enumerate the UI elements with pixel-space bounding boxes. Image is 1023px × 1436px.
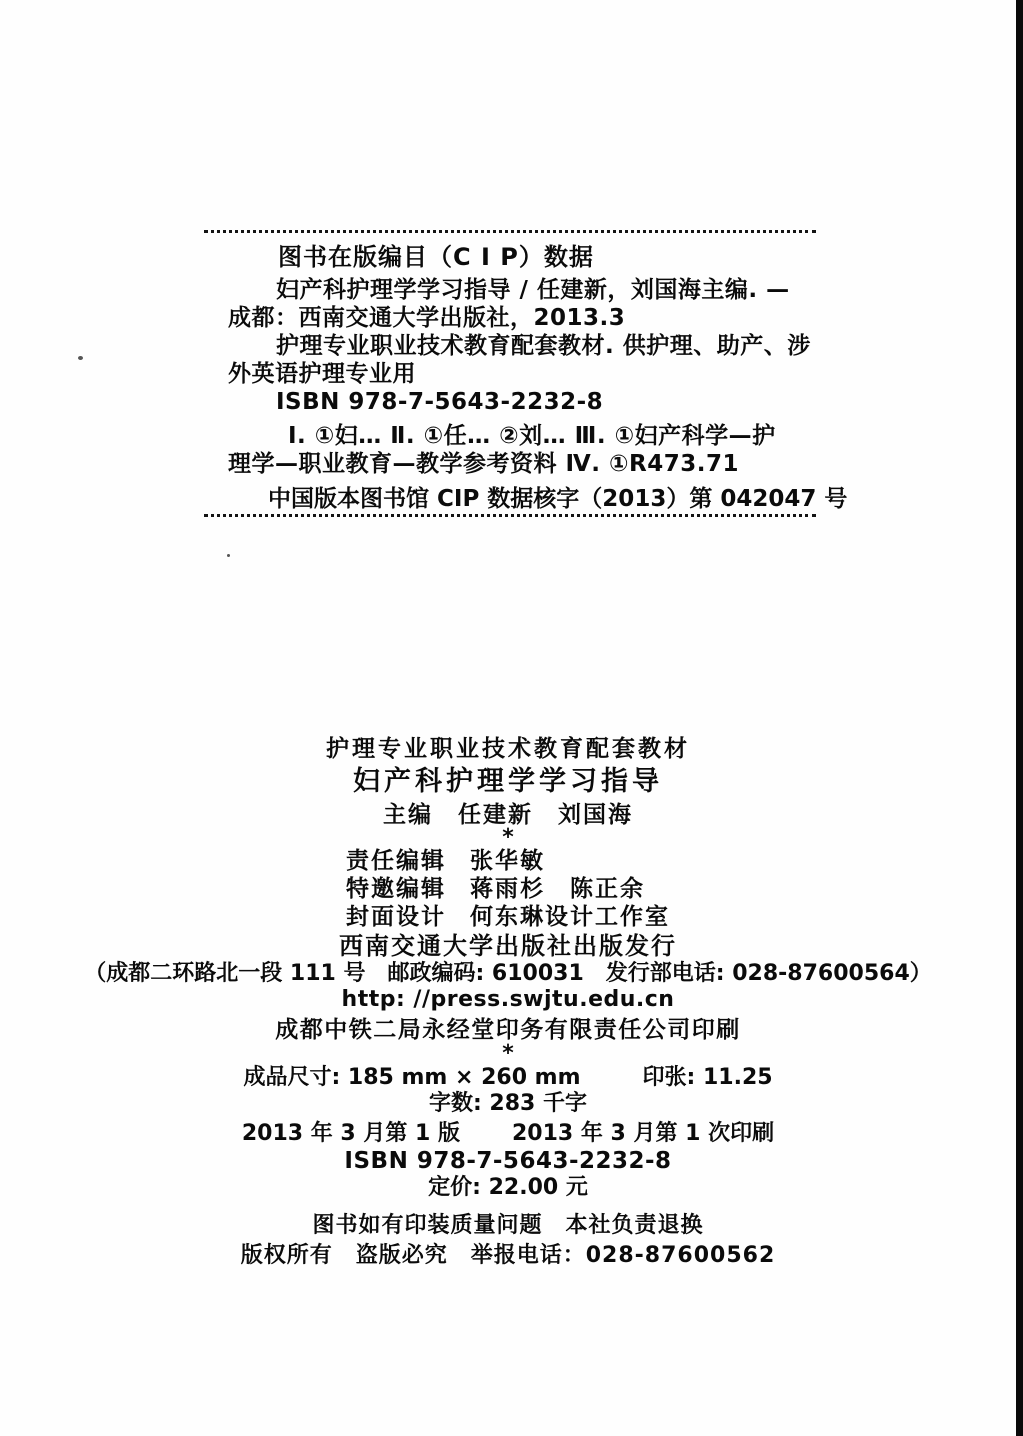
edition-and-printing: [0, 1121, 1016, 1147]
cip-title: 图书在版编目（C I P）数据: [278, 243, 594, 271]
printed-sheets: 印张: 11.25: [642, 1065, 773, 1090]
staff-row: [346, 903, 670, 931]
cip-line-title-authors: 妇产科护理学学习指导 / 任建新，刘国海主编. —: [276, 277, 790, 303]
edition: 2013 年 3 月第 1 版: [241, 1121, 460, 1146]
word-count: 字数: 283 千字: [428, 1091, 588, 1116]
staff-names: 何东琳设计工作室: [470, 903, 670, 930]
publisher-address: （成都二环路北一段 111 号 邮政编码: 610031 发行部电话: 028-87600564）: [84, 961, 932, 986]
staff-names: 张华敏: [470, 847, 545, 874]
staff-row: [346, 847, 670, 875]
divider-star: *: [502, 825, 514, 850]
staff-row: [346, 875, 670, 903]
scan-speck: [78, 356, 83, 360]
staff-role: 特邀编辑: [346, 875, 446, 902]
cip-classification-line: 理学—职业教育—教学参考资料 Ⅳ. ①R473.71: [228, 451, 739, 477]
book-title: 妇产科护理学学习指导: [353, 766, 663, 797]
scan-edge-strip: [1016, 0, 1023, 1436]
price: 定价: 22.00 元: [428, 1175, 588, 1200]
scan-speck: [227, 554, 230, 557]
divider-star: *: [502, 1041, 514, 1066]
quality-notice: 图书如有印装质量问题 本社负责退换: [312, 1213, 704, 1238]
series-name: 护理专业职业技术教育配套教材: [326, 736, 690, 762]
cip-record-number: 中国版本图书馆 CIP 数据核字（2013）第 042047 号: [268, 486, 848, 512]
cip-line-publisher: 成都：西南交通大学出版社，2013.3: [228, 305, 626, 331]
cip-line-isbn: ISBN 978-7-5643-2232-8: [276, 389, 604, 415]
staff-names: 蒋雨杉 陈正余: [470, 875, 645, 902]
format-and-sheets: [0, 1065, 1016, 1091]
publisher-website: http: //press.swjtu.edu.cn: [341, 987, 675, 1012]
chief-editors: 主编 任建新 刘国海: [383, 801, 633, 828]
cip-classification-line: Ⅰ. ①妇… Ⅱ. ①任… ②刘… Ⅲ. ①妇产科学—护: [288, 423, 776, 449]
printing-run: 2013 年 3 月第 1 次印刷: [512, 1121, 775, 1146]
cip-line-series-cont: 外英语护理专业用: [228, 361, 416, 387]
staff-role: 责任编辑: [346, 847, 446, 874]
printer-line: 成都中铁二局永经堂印务有限责任公司印刷: [275, 1017, 741, 1043]
cip-box: [204, 230, 848, 517]
staff-role: 封面设计: [346, 903, 446, 930]
staff-block: [346, 847, 670, 931]
isbn: ISBN 978-7-5643-2232-8: [344, 1148, 672, 1174]
format-size: 成品尺寸: 185 mm × 260 mm: [243, 1065, 581, 1090]
publisher-line: 西南交通大学出版社出版发行: [339, 932, 677, 960]
colophon: [0, 735, 1016, 1269]
copyright-notice: 版权所有 盗版必究 举报电话：028-87600562: [240, 1243, 776, 1268]
cip-line-series: 护理专业职业技术教育配套教材. 供护理、助产、涉: [276, 333, 811, 359]
